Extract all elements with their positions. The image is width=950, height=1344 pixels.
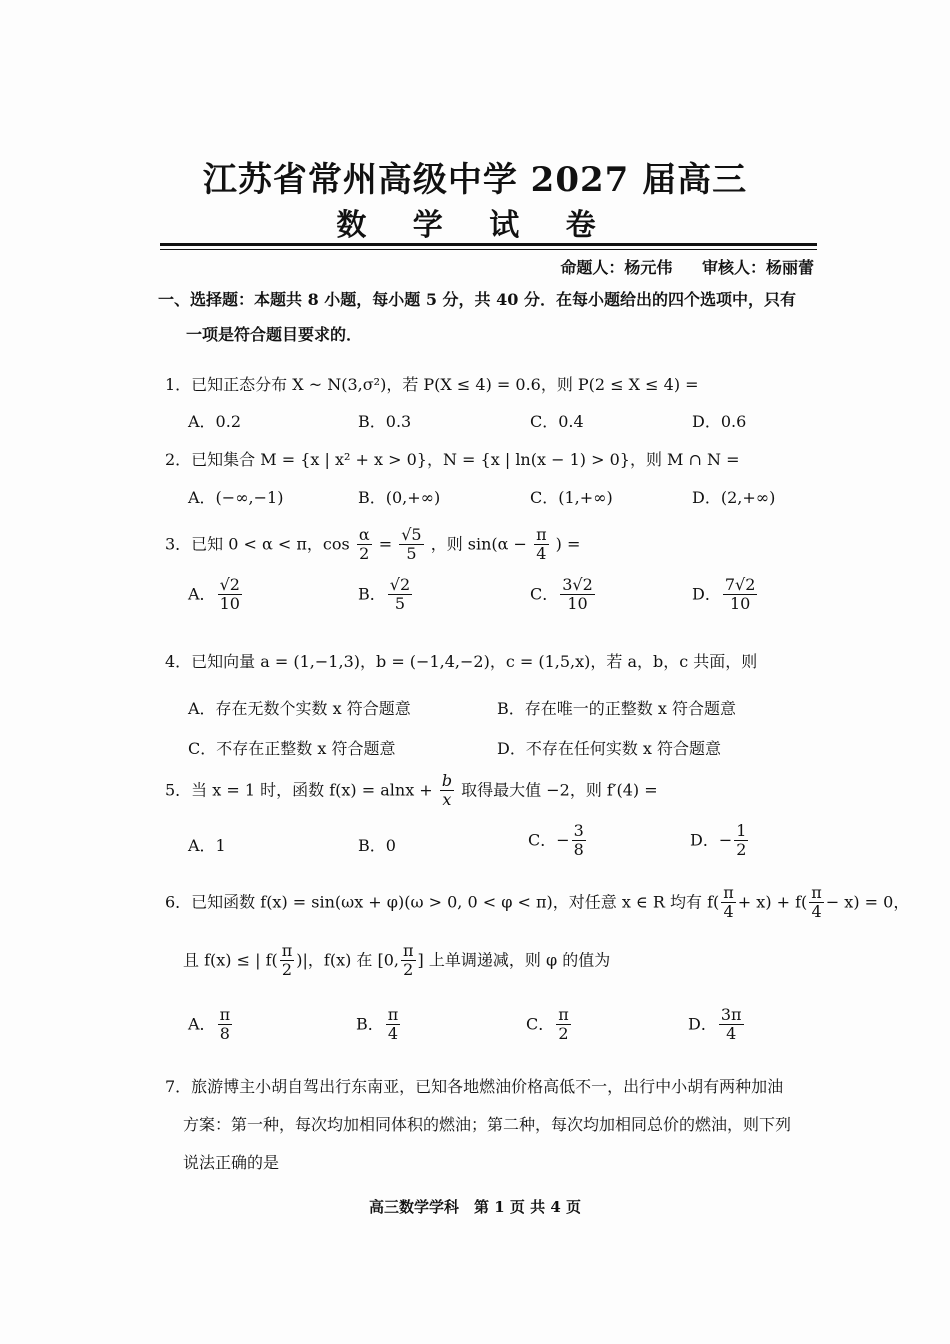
authors-line <box>536 255 814 278</box>
setter: 命题人：杨元伟 <box>560 258 673 277</box>
q3-option-a: A． $\frac{√2}{10}$ <box>188 575 240 614</box>
exam-title: 江苏省常州高级中学 2027 届高三 <box>202 160 748 200</box>
q3-equals: = <box>378 534 393 554</box>
q5-text-pre: 5．当 x = 1 时，函数 f(x) = alnx + <box>165 780 433 800</box>
q3-text-mid: ，则 sin(α − <box>430 534 527 554</box>
q4-option-a: A．存在无数个实数 x 符合题意 <box>188 699 411 718</box>
q6-option-a: A． $\frac{\pi}{8}$ <box>188 1005 231 1044</box>
q5-frac-b-x: $\frac{b}{x}$ <box>441 771 453 810</box>
question-6-line2: 且 f(x) ≤ | f( $\frac{\pi}{2}$ )|，f(x) 在 [0, $\frac{\pi}{2}$ ] 上单调递减，则 φ 的值为 <box>183 941 611 980</box>
header-rule-thin <box>160 249 817 250</box>
question-5-stem <box>165 772 658 810</box>
q6-option-d: D． $\frac{3\pi}{4}$ <box>688 1005 742 1044</box>
q2-option-a: A．(−∞,−1) <box>188 488 284 507</box>
question-7-line2: 方案：第一种，每次均加相同体积的燃油；第二种，每次均加相同总价的燃油，则下列 <box>183 1115 792 1134</box>
question-7-line1: 7．旅游博主小胡自驾出行东南亚，已知各地燃油价格高低不一，出行中小胡有两种加油 <box>165 1077 784 1096</box>
exam-subtitle: 数 学 试 卷 <box>336 208 614 243</box>
q1-option-b: B．0.3 <box>358 412 412 431</box>
reviewer: 审核人：杨丽蕾 <box>701 258 814 277</box>
header-rule-thick <box>160 243 817 246</box>
q5-option-b: B．0 <box>358 836 396 855</box>
q3-text-post: ) = <box>555 534 581 554</box>
page-footer: 高三数学学科 第 1 页 共 4 页 <box>369 1198 581 1216</box>
q2-option-c: C．(1,+∞) <box>530 488 613 507</box>
q3-option-b: B． $\frac{√2}{5}$ <box>358 575 411 614</box>
section-heading-line2: 一项是符合题目要求的． <box>186 325 363 344</box>
q1-option-c: C．0.4 <box>530 412 584 431</box>
q2-option-d: D．(2,+∞) <box>692 488 776 507</box>
q6-option-c: C． $\frac{\pi}{2}$ <box>526 1005 569 1044</box>
q6-option-b: B． $\frac{\pi}{4}$ <box>356 1005 399 1044</box>
section-heading-line1: 一、选择题：本题共 8 小题，每小题 5 分，共 40 分．在每小题给出的四个选项中，只有 <box>158 290 796 309</box>
q4-option-b: B．存在唯一的正整数 x 符合题意 <box>497 699 736 718</box>
q5-option-a: A．1 <box>188 836 226 855</box>
q3-option-c: C． $\frac{3√2}{10}$ <box>530 575 593 614</box>
q3-frac-alpha-2: $\frac{\alpha}{2}$ <box>358 525 370 564</box>
q1-option-d: D．0.6 <box>692 412 747 431</box>
question-1-stem: 1．已知正态分布 X ~ N(3,σ²)，若 P(X ≤ 4) = 0.6，则 P(2 ≤ X ≤ 4) = <box>165 375 699 394</box>
question-3-stem <box>165 526 580 564</box>
q3-frac-root5-5: $\frac{√5}{5}$ <box>401 525 422 564</box>
q1-option-a: A．0.2 <box>188 412 242 431</box>
question-7-line3: 说法正确的是 <box>183 1153 280 1172</box>
q2-option-b: B．(0,+∞) <box>358 488 441 507</box>
question-2-stem: 2．已知集合 M = {x | x² + x > 0}，N = {x | ln(x − 1) > 0}，则 M ∩ N = <box>165 450 740 469</box>
question-6-line1: 6．已知函数 f(x) = sin(ωx + φ)(ω > 0, 0 < φ < π)，对任意 x ∈ R 均有 f( $\frac{\pi}{4}$ + x) + f( $\frac{\pi}{4}$ − x) = 0， <box>165 883 910 922</box>
q5-option-d: D．− $\frac{1}{2}$ <box>690 821 747 860</box>
q5-option-c: C．− $\frac{3}{8}$ <box>528 821 584 860</box>
question-4-stem: 4．已知向量 a = (1,−1,3)，b = (−1,4,−2)，c = (1,5,x)，若 a，b，c 共面，则 <box>165 652 758 671</box>
q4-option-d: D．不存在任何实数 x 符合题意 <box>497 739 722 758</box>
q3-option-d: D． $\frac{7√2}{10}$ <box>692 575 756 614</box>
q3-text-pre: 3．已知 0 < α < π，cos <box>165 534 350 554</box>
q5-text-post: 取得最大值 −2，则 f′(4) = <box>461 780 658 800</box>
q4-option-c: C．不存在正整数 x 符合题意 <box>188 739 396 758</box>
q3-frac-pi-4: $\frac{\pi}{4}$ <box>536 525 547 564</box>
